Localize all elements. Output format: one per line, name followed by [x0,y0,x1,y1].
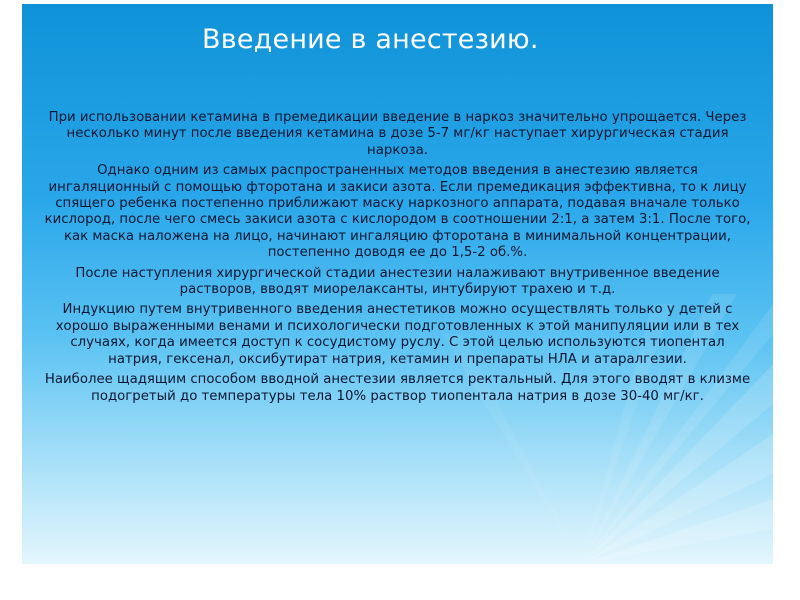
slide-title: Введение в анестезию. [202,24,539,55]
paragraph-rectal-induction: Наиболее щадящим способом вводной анестезии является ректальный. Для этого вводят в клизме подогретый до температуры тела 10% раствор тиопентала натрия в дозе 30-40 мг/кг. [44,372,751,404]
paragraph-surgical-stage: После наступления хирургической стадии анестезии налаживают внутривенное введение растворов, вводят миорелаксанты, интубируют трахею и т.д. [75,265,720,298]
paragraph-ketamine: При использовании кетамина в премедикации введение в наркоз значительно упрощается. Через несколько минут после введения кетамина в дозе 5-7 мг/кг наступает хирургическая стадия наркоза. [48,110,747,158]
paragraph-intravenous-induction: Индукцию путем внутривенного введения анестетиков можно осуществлять только у детей с хорошо выраженными венами и психологически подготовленных к этой манипуляции или в тех случаях, когда имеется доступ к сосудистому руслу. С этой целью используются тиопентал натрия, гексенал, оксибутират натрия, кетамин и препараты НЛА и атаралгезии. [55,302,740,367]
slide [22,4,773,564]
slide-body [44,110,751,409]
paragraph-inhalation-induction: Однако одним из самых распространенных методов введения в анестезию является ингаляционный с помощью фторотана и закиси азота. Если премедикация эффективна, то к лицу спящего ребенка постепенно приближают маску наркозного аппарата, подавая вначале только кислород, после чего смесь закиси азота с кислородом в соотношении 2:1, а затем 3:1. После того, как маска наложена на лицо, начинают ингаляцию фторотана в минимальной концентрации, постепенно доводя ее до 1,5-2 об.%. [44,163,751,261]
